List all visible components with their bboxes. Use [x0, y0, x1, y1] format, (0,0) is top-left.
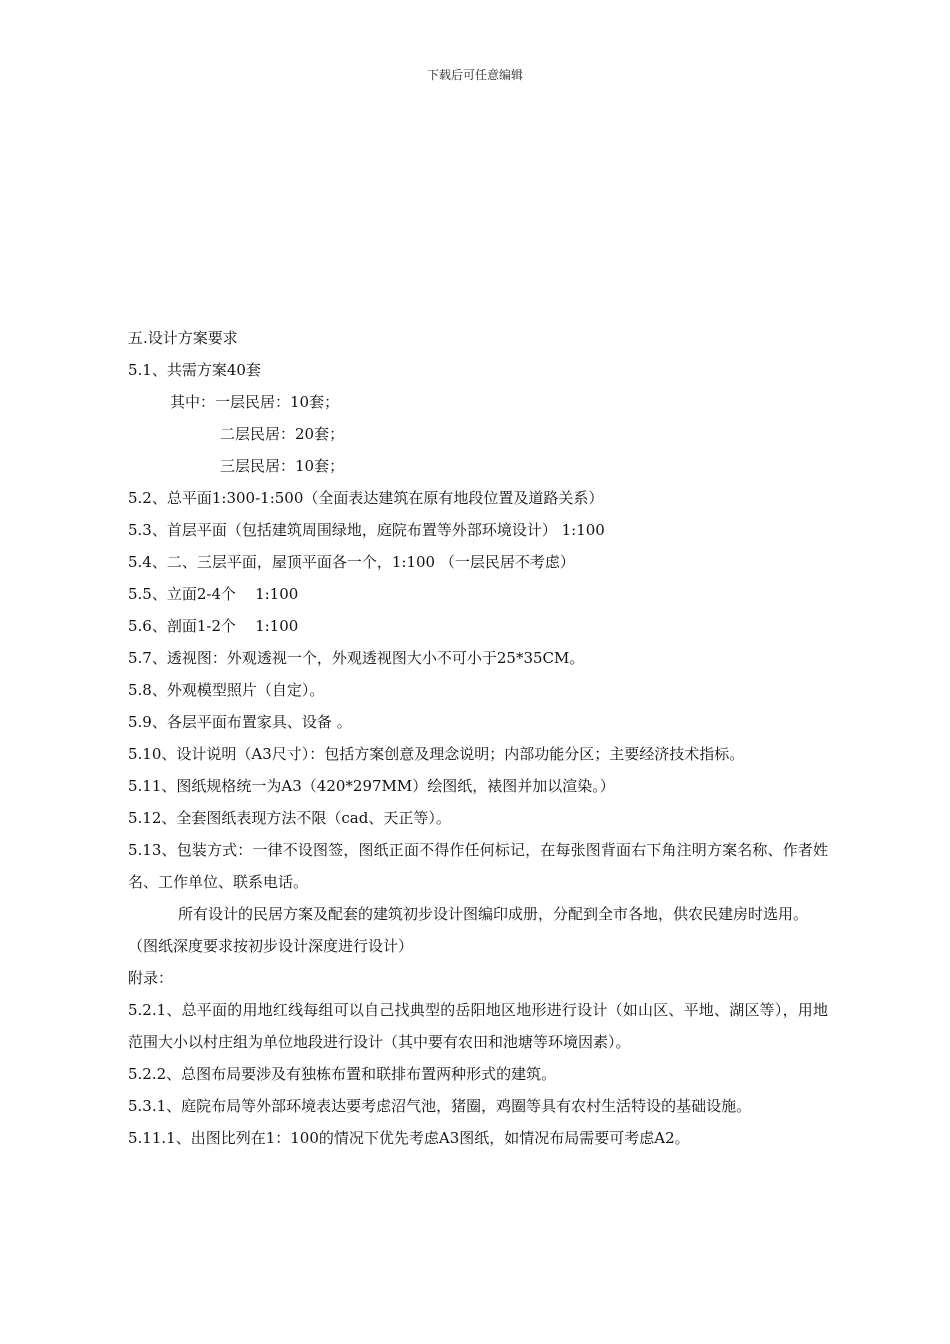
page-header: 下载后可任意编辑 [426, 68, 523, 82]
item-5-9: 5.9、各层平面布置家具、设备 。 [128, 713, 352, 731]
item-5-4: 5.4、二、三层平面，屋顶平面各一个，1:100 （一层民居不考虑） [128, 553, 575, 571]
appendix-item-5-2-1: 5.2.1、总平面的用地红线每组可以自己找典型的岳阳地区地形进行设计（如山区、平地、湖区等），用地范围大小以村庄组为单位地段进行设计（其中要有农田和池塘等环境因素）。 [128, 1001, 828, 1051]
item-5-8: 5.8、外观模型照片（自定）。 [128, 681, 325, 699]
document-body [128, 322, 828, 1154]
appendix-title: 附录： [128, 969, 174, 987]
item-5-12: 5.12、全套图纸表现方法不限（cad、天正等）。 [128, 809, 451, 827]
item-5-1-floor2: 二层民居：20套； [220, 425, 345, 443]
item-5-2: 5.2、总平面1:300-1:500（全面表达建筑在原有地段位置及道路关系） [128, 489, 604, 507]
appendix-item-5-3-1: 5.3.1、庭院布局等外部环境表达要考虑沼气池，猪圈，鸡圈等具有农村生活特设的基础设施。 [128, 1097, 752, 1115]
item-5-1-floor3: 三层民居：10套； [220, 457, 345, 475]
item-5-5: 5.5、立面2-4个 1:100 [128, 585, 299, 603]
item-5-1: 5.1、共需方案40套 [128, 361, 261, 379]
item-5-10: 5.10、设计说明（A3尺寸）：包括方案创意及理念说明；内部功能分区；主要经济技术指标。 [128, 745, 745, 763]
section-title: 五.设计方案要求 [128, 329, 238, 347]
item-5-3: 5.3、首层平面（包括建筑周围绿地，庭院布置等外部环境设计） 1:100 [128, 521, 605, 539]
item-5-7: 5.7、透视图：外观透视一个，外观透视图大小不可小于25*35CM。 [128, 649, 585, 667]
item-5-11: 5.11、图纸规格统一为A3（420*297MM）绘图纸，裱图并加以渲染。） [128, 777, 615, 795]
item-5-13: 5.13、包装方式：一律不设图签，图纸正面不得作任何标记，在每张图背面右下角注明方案名称、作者姓名、工作单位、联系电话。 [128, 841, 828, 891]
appendix-item-5-11-1: 5.11.1、出图比列在1：100的情况下优先考虑A3图纸，如情况布局需要可考虑A2。 [128, 1129, 690, 1147]
depth-note: （图纸深度要求按初步设计深度进行设计） [128, 937, 414, 955]
item-5-6: 5.6、剖面1-2个 1:100 [128, 617, 299, 635]
appendix-item-5-2-2: 5.2.2、总图布局要涉及有独栋布置和联排布置两种形式的建筑。 [128, 1065, 557, 1083]
distribution-note: 所有设计的民居方案及配套的建筑初步设计图编印成册，分配到全市各地，供农民建房时选用。 [178, 905, 809, 923]
item-5-1-floor1: 其中：一层民居：10套； [170, 393, 340, 411]
